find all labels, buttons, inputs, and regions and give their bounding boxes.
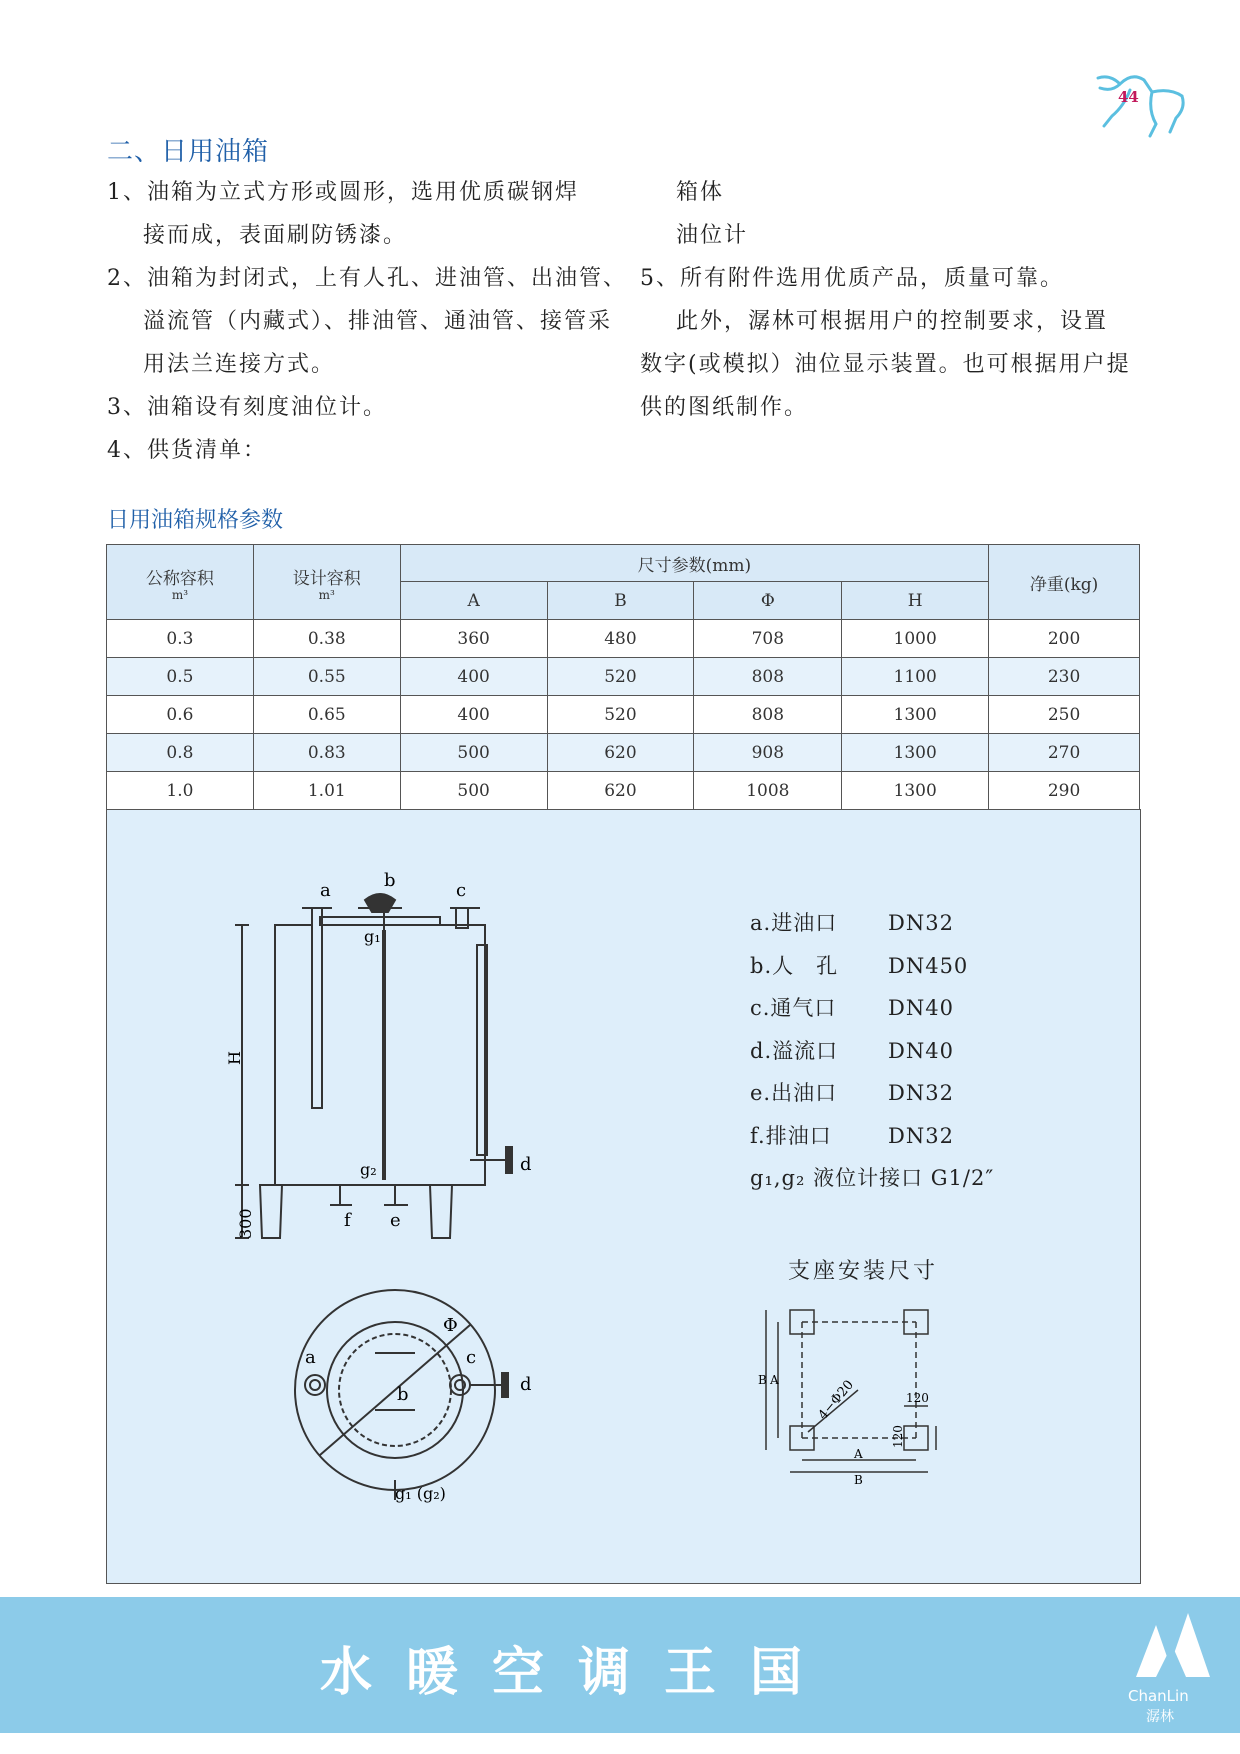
header-h: H [842, 582, 989, 620]
support-label-b-horiz: B [854, 1473, 863, 1487]
cell: 1000 [842, 620, 989, 658]
cell: 1008 [694, 772, 842, 810]
legend-row: c.通气口 DN40 [750, 996, 954, 1020]
plan-label-c: c [466, 1347, 477, 1368]
plan-label-a: a [305, 1347, 316, 1368]
cell: 1100 [842, 658, 989, 696]
cell: 908 [694, 734, 842, 772]
plan-label-g1g2: g₁ (g₂) [395, 1484, 446, 1503]
left-column [107, 171, 627, 472]
cell: 808 [694, 696, 842, 734]
support-layout-drawing [748, 1300, 948, 1490]
cell: 0.5 [107, 658, 254, 696]
plan-label-b: b [397, 1384, 409, 1405]
cell: 270 [989, 734, 1140, 772]
chanlin-logo-icon [1126, 1605, 1216, 1683]
supply-item-1: 箱体 [676, 180, 725, 205]
extra-line-1: 此外，潺林可根据用户的控制要求，设置 [676, 309, 1109, 334]
item-4: 4、供货清单： [107, 438, 268, 463]
legend-row: e.出油口 DN32 [750, 1081, 954, 1105]
cell: 290 [989, 772, 1140, 810]
legend-row: a.进油口 DN32 [750, 911, 954, 935]
table-row [107, 696, 1140, 734]
item-3: 3、油箱设有刻度油位计。 [107, 395, 388, 420]
cell: 200 [989, 620, 1140, 658]
label-h: H [225, 1051, 244, 1065]
cell: 0.55 [253, 658, 400, 696]
cell: 1.01 [253, 772, 400, 810]
item-1-line1: 1、油箱为立式方形或圆形，选用优质碳钢焊 [107, 180, 580, 205]
label-leg-height: 300 [236, 1208, 255, 1239]
cell: 0.3 [107, 620, 254, 658]
support-label-a-vert: A [770, 1373, 779, 1387]
cell: 0.65 [253, 696, 400, 734]
table-title: 日用油箱规格参数 [107, 508, 284, 533]
plan-label-d: d [520, 1374, 532, 1395]
support-title: 支座安装尺寸 [788, 1259, 939, 1284]
legend-row: b.人 孔 DN450 [750, 953, 969, 978]
support-label-a-horiz: A [854, 1447, 863, 1461]
cell: 360 [400, 620, 547, 658]
brand-name: ChanLin [1128, 1687, 1189, 1705]
label-g2: g₂ [360, 1160, 377, 1179]
cell: 1300 [842, 772, 989, 810]
label-f: f [344, 1210, 351, 1231]
supply-item-2: 油位计 [676, 223, 749, 248]
extra-line-3: 供的图纸制作。 [640, 395, 809, 420]
cell: 230 [989, 658, 1140, 696]
item-2-line3: 用法兰连接方式。 [143, 352, 336, 377]
cell: 708 [694, 620, 842, 658]
cell: 500 [400, 772, 547, 810]
header-weight: 净重(kg) [989, 545, 1140, 620]
cell: 620 [547, 772, 694, 810]
cell: 1300 [842, 734, 989, 772]
cell: 0.38 [253, 620, 400, 658]
cell: 400 [400, 658, 547, 696]
table-row [107, 658, 1140, 696]
label-c: c [456, 880, 467, 901]
cell: 520 [547, 696, 694, 734]
connection-legend [750, 902, 994, 1200]
label-a: a [320, 880, 331, 901]
cell: 0.6 [107, 696, 254, 734]
horse-logo-icon [1090, 66, 1190, 146]
plan-label-phi: Φ [443, 1315, 458, 1336]
item-5: 5、所有附件选用优质产品，质量可靠。 [640, 266, 1064, 291]
table-row [107, 772, 1140, 810]
brand-name-cn: 潺林 [1146, 1709, 1174, 1725]
label-g1: g₁ [364, 927, 381, 946]
support-dim-120-side: 120 [891, 1425, 905, 1448]
table-row [107, 734, 1140, 772]
item-2-line2: 溢流管（内藏式）、排油管、通油管、接管采 [143, 309, 613, 334]
header-b: B [547, 582, 694, 620]
cell: 400 [400, 696, 547, 734]
legend-row: d.溢流口 DN40 [750, 1038, 954, 1063]
right-column [640, 171, 1150, 429]
legend-row-gauge: g₁,g₂ 液位计接口 G1/2″ [750, 1166, 995, 1190]
spec-table [106, 544, 1140, 810]
cell: 250 [989, 696, 1140, 734]
cell: 808 [694, 658, 842, 696]
cell: 0.83 [253, 734, 400, 772]
cell: 520 [547, 658, 694, 696]
support-dim-120-top: 120 [906, 1391, 929, 1405]
header-dimensions: 尺寸参数(mm) [400, 545, 988, 582]
cell: 1.0 [107, 772, 254, 810]
cell: 480 [547, 620, 694, 658]
label-e: e [390, 1210, 401, 1231]
item-1-line2: 接而成，表面刷防锈漆。 [143, 223, 408, 248]
support-label-b-vert: B [758, 1373, 767, 1387]
tank-plan-drawing [280, 1285, 550, 1515]
cell: 620 [547, 734, 694, 772]
table-row [107, 620, 1140, 658]
tank-elevation-drawing [225, 860, 550, 1250]
label-d: d [520, 1154, 532, 1175]
header-phi: Φ [694, 582, 842, 620]
support-holes-label: 4−Φ20 [815, 1377, 857, 1423]
item-2-line1: 2、油箱为封闭式，上有人孔、进油管、出油管、 [107, 266, 628, 291]
label-b: b [384, 870, 396, 891]
legend-row: f.排油口 DN32 [750, 1123, 954, 1148]
page-number: 44 [1118, 88, 1139, 106]
cell: 0.8 [107, 734, 254, 772]
header-a: A [400, 582, 547, 620]
cell: 500 [400, 734, 547, 772]
footer-slogan: 水暖空调王国 [320, 1643, 837, 1703]
header-design-volume: 设计容积 m³ [253, 545, 400, 620]
extra-line-2: 数字(或模拟）油位显示装置。也可根据用户提 [640, 352, 1131, 377]
page-heading: 二、日用油箱 [107, 137, 270, 167]
cell: 1300 [842, 696, 989, 734]
header-nominal-volume: 公称容积 m³ [107, 545, 254, 620]
